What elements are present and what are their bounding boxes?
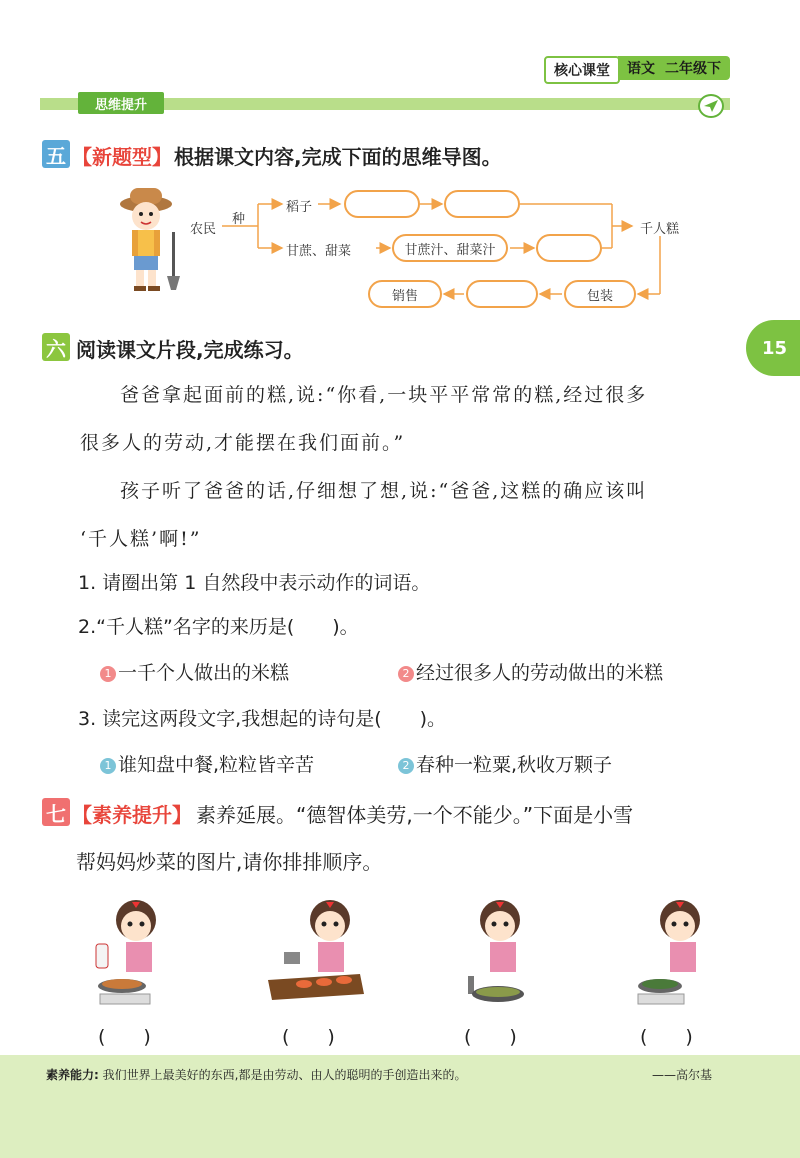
mind-map-pack: 包装 <box>564 280 636 308</box>
order-blank-2[interactable]: ( ) <box>282 1026 335 1048</box>
cooking-picture-3 <box>458 890 548 1014</box>
mind-map-sugarcane: 甘蔗、甜菜 <box>286 244 352 259</box>
section-6-number: 六 <box>42 333 70 361</box>
option-marker: 1 <box>100 758 116 774</box>
footer-quote-line <box>46 1066 466 1083</box>
section-6-instruction: 阅读课文片段,完成练习。 <box>76 338 304 362</box>
order-blank-1[interactable]: ( ) <box>98 1026 151 1048</box>
mind-map-juice: 甘蔗汁、甜菜汁 <box>392 234 508 262</box>
order-blank-3[interactable]: ( ) <box>464 1026 517 1048</box>
page-number: 15 <box>746 320 800 376</box>
mind-map-blank-4[interactable] <box>466 280 538 308</box>
question-2-option-1[interactable] <box>100 658 289 685</box>
question-1: 1. 请圈出第 1 自然段中表示动作的词语。 <box>78 572 431 594</box>
section-7-line-2: 帮妈妈炒菜的图片,请你排排顺序。 <box>76 850 383 874</box>
section-tag: 思维提升 <box>78 92 164 114</box>
option-marker: 2 <box>398 758 414 774</box>
section-7-tag: 【素养提升】 <box>72 803 192 827</box>
passage-line-2: 很多人的劳动,才能摆在我们面前。” <box>80 432 406 454</box>
footer-author: ——高尔基 <box>652 1068 713 1082</box>
subject-label: 语文 <box>627 61 655 77</box>
mind-map-connectors <box>0 0 800 320</box>
mind-map-rice: 稻子 <box>286 200 313 215</box>
footer-label: 素养能力: <box>46 1068 99 1082</box>
question-2-option-2[interactable] <box>398 658 663 685</box>
question-3: 3. 读完这两段文字,我想起的诗句是( )。 <box>78 708 447 730</box>
option-text: 一千个人做出的米糕 <box>118 662 290 684</box>
option-marker: 1 <box>100 666 116 682</box>
mind-map-farmer: 农民 <box>190 222 217 237</box>
passage-line-4: ‘千人糕’啊!” <box>80 528 202 550</box>
question-3-option-2[interactable] <box>398 750 612 777</box>
passage-line-3: 孩子听了爸爸的话,仔细想了想,说:“爸爸,这糕的确应该叫 <box>120 480 648 502</box>
cooking-picture-4 <box>630 890 720 1014</box>
cooking-picture-1 <box>92 890 182 1014</box>
option-text: 春种一粒粟,秋收万颗子 <box>416 754 613 776</box>
section-7-number: 七 <box>42 798 70 826</box>
option-text: 经过很多人的劳动做出的米糕 <box>416 662 664 684</box>
core-class-label: 核心课堂 <box>544 56 620 84</box>
order-blank-4[interactable]: ( ) <box>640 1026 693 1048</box>
question-2: 2.“千人糕”名字的来历是( )。 <box>78 616 359 638</box>
option-text: 谁知盘中餐,粒粒皆辛苦 <box>118 754 315 776</box>
section-5-tag: 【新题型】 <box>72 145 172 169</box>
mind-map-sell: 销售 <box>368 280 442 308</box>
mind-map-blank-3[interactable] <box>536 234 602 262</box>
passage-line-1: 爸爸拿起面前的糕,说:“你看,一块平平常常的糕,经过很多 <box>120 384 648 406</box>
footer-quote: 我们世界上最美好的东西,都是由劳动、由人的聪明的手创造出来的。 <box>102 1068 467 1082</box>
option-marker: 2 <box>398 666 414 682</box>
grade-label: 二年级下 <box>665 61 721 77</box>
question-3-option-1[interactable] <box>100 750 314 777</box>
mind-map-blank-2[interactable] <box>444 190 520 218</box>
cooking-picture-2 <box>264 890 374 1014</box>
section-5-number: 五 <box>42 140 70 168</box>
section-7-line-1: 素养延展。“德智体美劳,一个不能少。”下面是小雪 <box>196 803 634 827</box>
mind-map-blank-1[interactable] <box>344 190 420 218</box>
mind-map-verb: 种 <box>232 212 246 227</box>
mind-map-end: 千人糕 <box>640 222 680 237</box>
section-5-instruction: 根据课文内容,完成下面的思维导图。 <box>174 145 502 169</box>
